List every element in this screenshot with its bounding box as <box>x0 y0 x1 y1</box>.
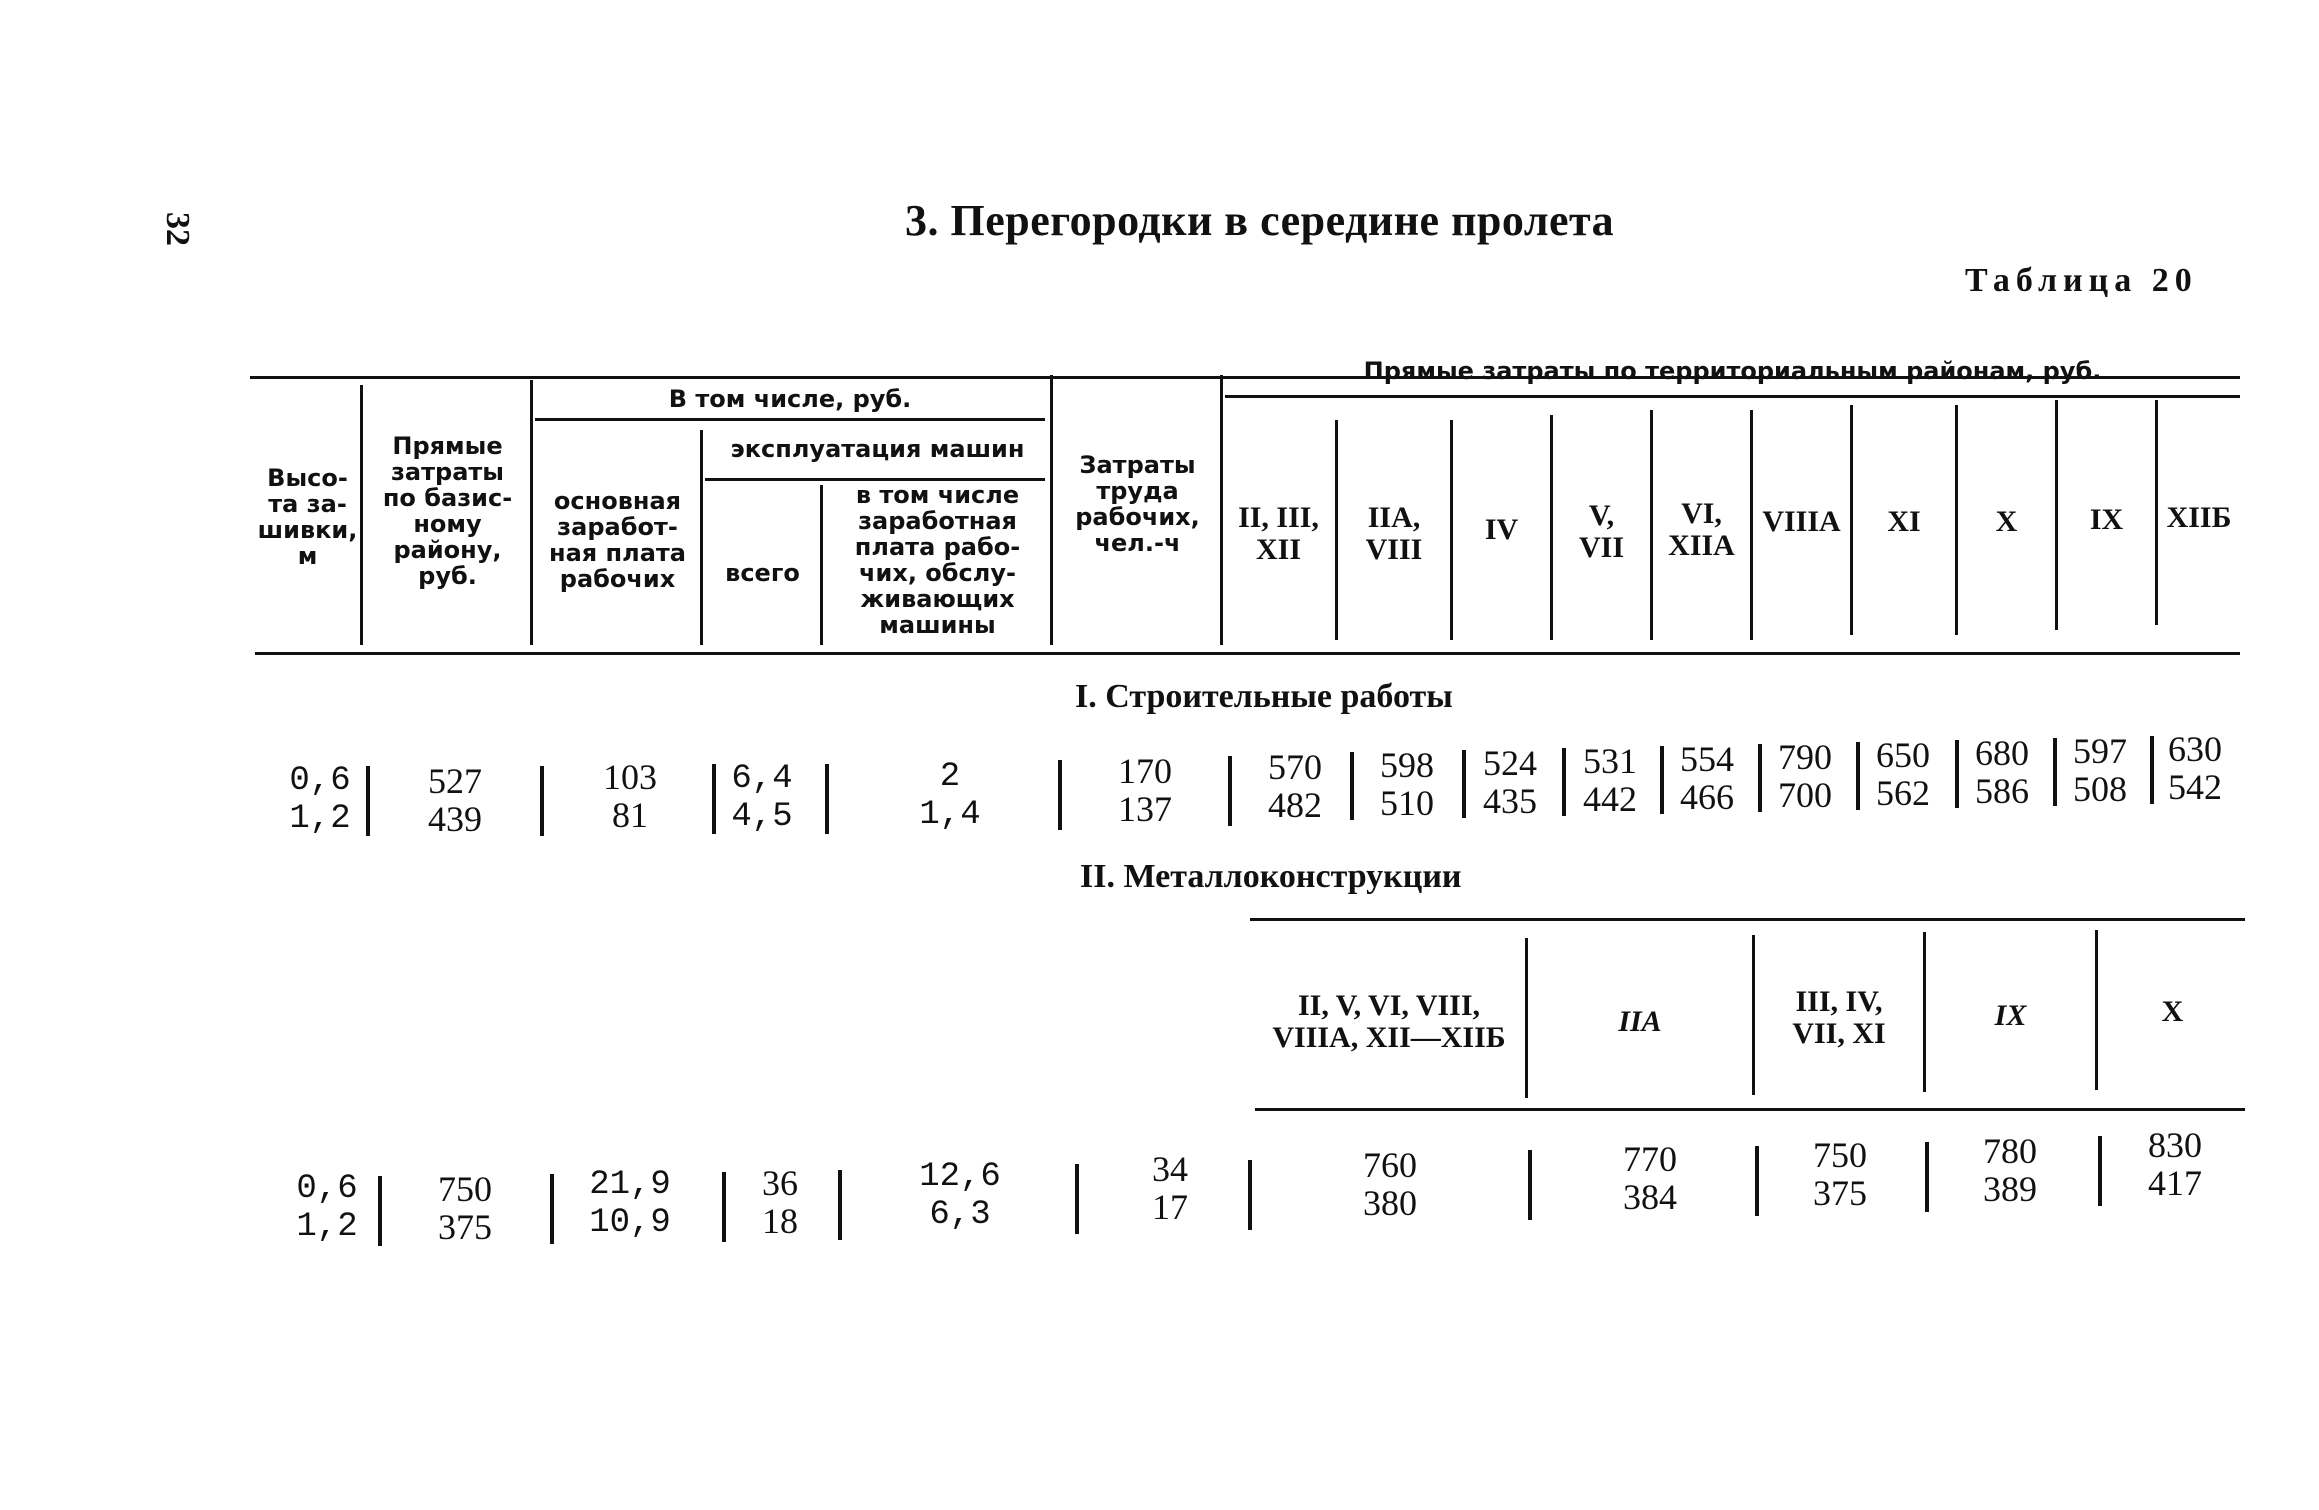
group-incl-rule <box>535 418 1045 421</box>
region-cost-cell: 770 384 <box>1623 1139 1677 1217</box>
region-cost-cell: 790 700 <box>1778 737 1832 815</box>
page-title: 3. Перегородки в середине пролета <box>905 196 1615 245</box>
direct-cost-cell: 750 375 <box>438 1169 492 1247</box>
height-cell: 0,6 1,2 <box>289 762 351 838</box>
header-divider <box>360 385 363 645</box>
cell-divider <box>378 1176 382 1246</box>
cell-divider <box>712 764 716 834</box>
sub-header-top-rule <box>1250 918 2245 921</box>
height-cell: 0,6 1,2 <box>296 1170 358 1246</box>
header-divider <box>820 485 823 645</box>
cell-divider <box>550 1174 554 1244</box>
header-group-incl: В том числе, руб. <box>668 385 912 413</box>
header-total: всего <box>725 559 800 587</box>
machines-total-cell: 36 18 <box>762 1163 798 1241</box>
region-header: XIIБ <box>2166 501 2232 534</box>
sub-header-divider <box>1525 938 1528 1098</box>
cell-divider <box>1925 1142 1929 1212</box>
header-divider <box>1050 375 1053 645</box>
section-title: I. Строительные работы <box>1075 678 1453 715</box>
cell-divider <box>1528 1150 1532 1220</box>
sub-header-bottom-rule <box>1255 1108 2245 1111</box>
group-regions-rule <box>1225 395 2240 398</box>
cell-divider <box>366 766 370 836</box>
table-label: Таблица 20 <box>1965 262 2198 299</box>
cell-divider <box>825 764 829 834</box>
sub-header-divider <box>2095 930 2098 1090</box>
machines-total-cell: 6,4 4,5 <box>731 760 793 836</box>
region-header: V, VII <box>1578 499 1624 564</box>
header-group-machines: эксплуатация машин <box>730 435 1025 463</box>
region-cost-cell: 597 508 <box>2073 731 2127 809</box>
region-group-header: II, V, VI, VIII, VIIIA, XII—XIIБ <box>1272 989 1506 1054</box>
region-group-header: IIA <box>1618 1005 1662 1038</box>
labor-cell: 170 137 <box>1118 751 1172 829</box>
cell-divider <box>1755 1146 1759 1216</box>
region-header: IV <box>1484 513 1519 546</box>
header-height: Высо- та за- шивки, м <box>257 464 358 570</box>
region-header: VI, XIIA <box>1668 497 1735 562</box>
wage-cell: 21,9 10,9 <box>589 1166 671 1242</box>
sub-header-divider <box>1923 932 1926 1092</box>
region-header: VIIIA <box>1762 505 1841 538</box>
labor-cell: 34 17 <box>1152 1149 1188 1227</box>
header-machine-wage: в том числе заработная плата рабо- чих, обслу- живающих машины <box>854 481 1021 639</box>
region-header: X <box>1995 505 2018 538</box>
region-header: IX <box>2089 503 2124 536</box>
header-wage: основная заработ- ная плата рабочих <box>548 487 686 593</box>
cell-divider <box>1350 752 1354 820</box>
region-header: IIA, VIII <box>1365 501 1423 566</box>
region-cost-cell: 680 586 <box>1975 733 2029 811</box>
direct-cost-cell: 527 439 <box>428 761 482 839</box>
cell-divider <box>1248 1160 1252 1230</box>
header-bottom-rule <box>255 652 2240 655</box>
header-labor: Затраты труда рабочих, чел.-ч <box>1075 451 1200 557</box>
header-divider <box>530 380 533 645</box>
wage-cell: 103 81 <box>603 757 657 835</box>
cell-divider <box>1228 756 1232 826</box>
cell-divider <box>2098 1136 2102 1206</box>
page-number: 32 <box>159 212 196 246</box>
region-cost-cell: 524 435 <box>1483 743 1537 821</box>
region-header: XI <box>1887 505 1921 538</box>
region-group-header: III, IV, VII, XI <box>1792 985 1886 1050</box>
region-cost-cell: 531 442 <box>1583 741 1637 819</box>
region-header: II, III, XII <box>1238 501 1319 566</box>
cell-divider <box>838 1170 842 1240</box>
header-divider <box>700 430 703 645</box>
region-cost-cell: 760 380 <box>1363 1145 1417 1223</box>
cell-divider <box>1058 760 1062 830</box>
machine-wage-cell: 12,6 6,3 <box>919 1158 1001 1234</box>
region-cost-cell: 650 562 <box>1876 735 1930 813</box>
region-cost-cell: 780 389 <box>1983 1131 2037 1209</box>
region-cost-cell: 830 417 <box>2148 1125 2202 1203</box>
region-cost-cell: 554 466 <box>1680 739 1734 817</box>
region-group-header: X <box>2161 995 2184 1028</box>
cell-divider <box>722 1172 726 1242</box>
sub-header-divider <box>1752 935 1755 1095</box>
header-group-regions: Прямые затраты по территориальным районам, руб. <box>1363 357 2102 385</box>
region-cost-cell: 630 542 <box>2168 729 2222 807</box>
region-cost-cell: 750 375 <box>1813 1135 1867 1213</box>
region-cost-cell: 570 482 <box>1268 747 1322 825</box>
cell-divider <box>540 766 544 836</box>
machine-wage-cell: 2 1,4 <box>919 758 981 834</box>
region-group-header: IX <box>1994 999 2027 1032</box>
section-title: II. Металлоконструкции <box>1080 858 1462 895</box>
region-cost-cell: 598 510 <box>1380 745 1434 823</box>
header-direct-cost: Прямые затраты по базис- ному району, руб. <box>382 432 513 590</box>
cell-divider <box>1075 1164 1079 1234</box>
